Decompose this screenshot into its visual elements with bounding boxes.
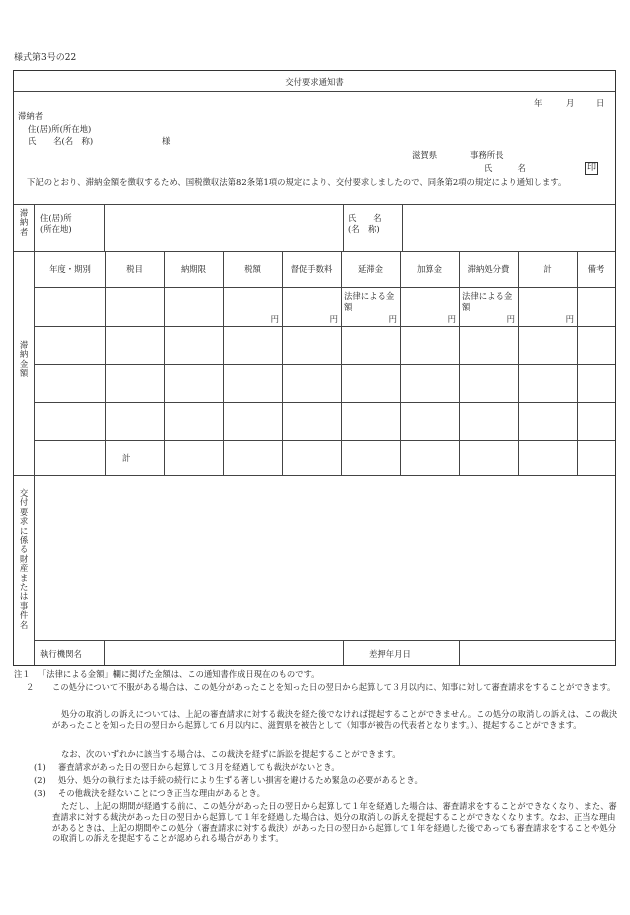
taxpayer-name-label: 氏 名 (名 称) <box>348 213 382 234</box>
header-total: 計 <box>543 264 552 274</box>
note-item-2-text: 処分、処分の執行または手続の続行により生ずる著しい損害を避けるため緊急の必要があるとき。 <box>58 775 423 785</box>
total-row-label: 計 <box>122 453 131 463</box>
yen-additional-tax: 円 <box>447 314 456 324</box>
late-charge-legal-amount: 法律による金額 <box>344 291 395 312</box>
notice-form <box>13 70 616 666</box>
issuer-prefecture: 滋賀県 <box>412 150 438 160</box>
honorific: 様 <box>162 136 171 146</box>
date-month: 月 <box>566 98 575 108</box>
agency-label: 執行機関名 <box>40 649 82 659</box>
note-2-paragraph-2: 処分の取消しの訴えについては、上記の審査請求に対する裁決を経た後でなければ提起することができません。この処分の取消しの訴えは、この裁決があったことを知った日の翌日から起算して６月以内に、滋賀県を被告として（知事が被告の代表者となります。）、提起することができます。 <box>52 709 618 730</box>
header-due-date: 納期限 <box>180 264 207 274</box>
header-remarks: 備考 <box>587 264 605 274</box>
disposition-legal-amount: 法律による金額 <box>462 291 513 312</box>
date-day: 日 <box>596 98 605 108</box>
note-item-1-label: (1) <box>34 762 46 772</box>
header-tax-item: 税目 <box>126 264 143 274</box>
note-item-3 <box>14 788 618 799</box>
note-2-label: ２ <box>26 682 35 692</box>
header-disposition-cost: 滞納処分費 <box>467 264 510 274</box>
note-item-1-text: 審査請求があった日の翌日から起算して３月を経過しても裁決がないとき。 <box>58 762 340 772</box>
form-code: 様式第3号の22 <box>14 53 77 63</box>
form-title: 交付要求通知書 <box>285 77 344 87</box>
seal <box>585 162 598 175</box>
header-additional-tax: 加算金 <box>416 264 443 274</box>
note-1 <box>14 669 618 680</box>
note-2 <box>14 682 618 693</box>
yen-reminder-fee: 円 <box>329 314 338 324</box>
property-section-label: 交付要求に係る財産または事件名 <box>19 488 29 630</box>
header-fiscal-period: 年度・期別 <box>49 264 91 274</box>
header-tax-amount: 税額 <box>244 264 261 274</box>
note-item-1 <box>14 762 618 773</box>
header-late-charge: 延滞金 <box>357 264 384 274</box>
yen-tax-amount: 円 <box>270 314 279 324</box>
note-1-text: 「法律による金額」欄に掲げた金額は、この通知書作成日現在のものです。 <box>38 669 320 679</box>
note-2-paragraph-3: なお、次のいずれかに該当する場合は、この裁決を経ずに訴訟を提起することができます。 <box>61 749 401 759</box>
note-item-3-label: (3) <box>34 788 46 798</box>
issuer-office: 事務所長 <box>470 150 504 160</box>
note-2-paragraph-4: ただし、上記の期間が経過する前に、この処分があった日の翌日から起算して１年を経過した場合は、審査請求をすることができなくなり、また、審査請求に対する裁決があった日の翌日から起算して１年を経過した場合は、処分の取消しの訴えを提起することができなくなります。なお、正当な理由があるときは、上記の期間やこの処分（審査請求に対する裁決）があった日の翌日から起算して１年を経過した後であっても審査請求をすることや処分の取消しの訴えを提起することが認められる場合があります。 <box>52 801 617 844</box>
date-year: 年 <box>534 98 543 108</box>
issuer-name-label: 氏 名 <box>484 163 526 173</box>
taxpayer-section-label: 滞納者 <box>19 208 29 237</box>
yen-total: 円 <box>565 314 574 324</box>
taxpayer-heading: 滞納者 <box>18 111 44 121</box>
note-item-2-label: (2) <box>34 775 46 785</box>
name-label: 氏 名(名 称) <box>28 136 94 146</box>
intro-text: 下記のとおり、滞納金額を徴収するため、国税徴収法第82条第1項の規定により、交付要求しましたので、同条第2項の規定により通知します。 <box>27 177 567 187</box>
note-item-3-text: その他裁決を経ないことにつき正当な理由があるとき。 <box>58 788 265 798</box>
note-1-label: 注１ <box>14 669 31 679</box>
seal-mark: 印 <box>587 163 597 173</box>
taxpayer-address-label: 住(居)所 (所在地) <box>40 213 72 234</box>
yen-disposition-cost: 円 <box>506 314 515 324</box>
seizure-date-label: 差押年月日 <box>369 649 411 659</box>
note-2-text: この処分について不服がある場合は、この処分があったことを知った日の翌日から起算して３月以内に、知事に対して審査請求をすることができます。 <box>52 682 616 692</box>
yen-late-charge: 円 <box>388 314 397 324</box>
header-reminder-fee: 督促手数料 <box>290 264 333 274</box>
address-label: 住(居)所(所在地) <box>28 124 92 134</box>
amount-section-label: 滞納金額 <box>19 340 29 379</box>
note-item-2 <box>14 775 618 786</box>
